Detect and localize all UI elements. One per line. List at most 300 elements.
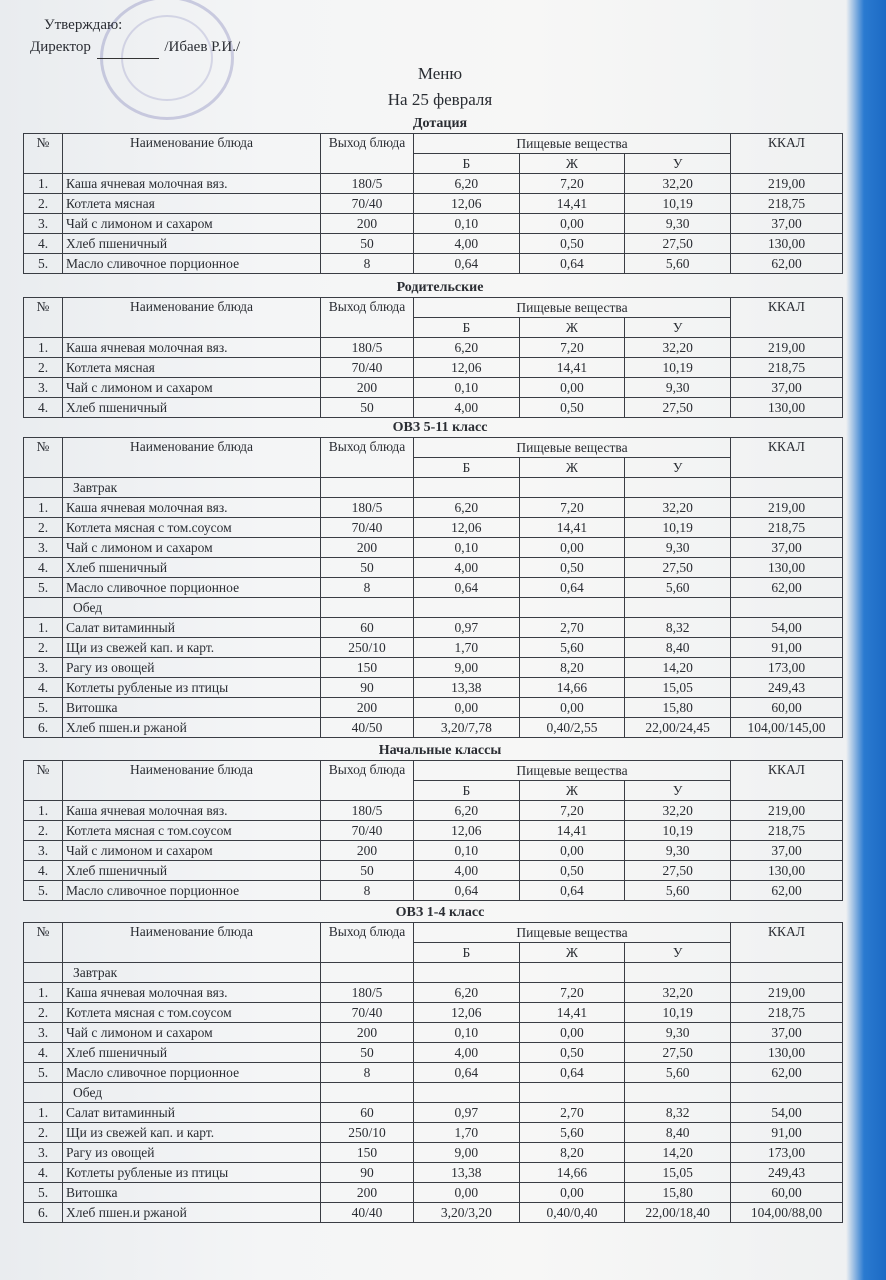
page-title: Меню [417,64,463,83]
table-cell: 130,00 [731,558,843,578]
table-cell [321,478,414,498]
table-cell: 0,00 [414,1183,520,1203]
table-cell: Масло сливочное порционное [63,881,321,901]
table-cell: 0,64 [414,1063,520,1083]
table-cell: 200 [321,1183,414,1203]
table-cell: 4. [24,678,63,698]
table-cell: 14,20 [625,658,731,678]
table-cell: 3. [24,841,63,861]
table-cell: Обед [63,1083,321,1103]
table-cell: 7,20 [519,174,625,194]
table-cell [24,598,63,618]
table-cell: 15,05 [625,678,731,698]
table-cell: 0,00 [519,1023,625,1043]
table-cell [519,478,625,498]
table-cell: Хлеб пшеничный [63,398,321,418]
table-cell: 0,50 [519,234,625,254]
table-cell: Каша ячневая молочная вяз. [63,801,321,821]
table-cell [519,963,625,983]
table-cell: 14,20 [625,1143,731,1163]
table-cell: 3. [24,658,63,678]
header-name: Наименование блюда [63,761,321,801]
table-row [24,1163,843,1183]
table-cell [731,1083,843,1103]
header-row [24,923,843,943]
table-cell: Чай с лимоном и сахаром [63,1023,321,1043]
table-cell: 0,40/0,40 [519,1203,625,1223]
table-cell: 218,75 [731,194,843,214]
table-cell: 7,20 [519,801,625,821]
table-cell: 32,20 [625,498,731,518]
table-row [24,801,843,821]
table-cell: 60,00 [731,698,843,718]
table-cell: 37,00 [731,214,843,234]
table-cell: 150 [321,1143,414,1163]
header-no: № [24,923,63,963]
table-cell: 4. [24,558,63,578]
table-cell: 4,00 [414,558,520,578]
table-cell: Щи из свежей кап. и карт. [63,1123,321,1143]
group-row [24,598,843,618]
table-cell [625,1083,731,1103]
table-cell [414,598,520,618]
table-cell: 1. [24,983,63,1003]
table-cell: 7,20 [519,983,625,1003]
table-cell: 10,19 [625,358,731,378]
table-cell: Котлеты рубленые из птицы [63,1163,321,1183]
table-cell: 12,06 [414,1003,520,1023]
table-row [24,578,843,598]
table-cell: Чай с лимоном и сахаром [63,841,321,861]
table-cell: 15,80 [625,698,731,718]
table-cell: 0,00 [519,214,625,234]
table-cell: 5. [24,698,63,718]
table-cell: 7,20 [519,338,625,358]
header-row [24,438,843,458]
header-kcal: ККАЛ [731,298,843,338]
table-cell: 0,50 [519,398,625,418]
table-cell: 219,00 [731,498,843,518]
table-cell: 32,20 [625,338,731,358]
table-cell: 5. [24,881,63,901]
approval-position: Директор [30,39,91,55]
table-row [24,1203,843,1223]
table-cell: 8,32 [625,618,731,638]
header-u: У [625,458,731,478]
table-cell: 37,00 [731,1023,843,1043]
table-cell: 218,75 [731,821,843,841]
table-cell: 2. [24,1123,63,1143]
header-kcal: ККАЛ [731,438,843,478]
table-cell: 2. [24,821,63,841]
table-cell: 249,43 [731,1163,843,1183]
table-cell: 8 [321,881,414,901]
table-cell: 250/10 [321,638,414,658]
table-cell: 5. [24,254,63,274]
table-row [24,638,843,658]
table-cell: 60 [321,1103,414,1123]
header-kcal: ККАЛ [731,923,843,963]
header-name: Наименование блюда [63,134,321,174]
table-cell [321,598,414,618]
table-cell: Завтрак [63,963,321,983]
table-cell: 1,70 [414,638,520,658]
table-cell: 12,06 [414,358,520,378]
table-cell: 219,00 [731,801,843,821]
table-cell: Щи из свежей кап. и карт. [63,638,321,658]
table-cell: 0,40/2,55 [519,718,625,738]
table-row [24,194,843,214]
header-name: Наименование блюда [63,298,321,338]
header-row [24,761,843,781]
table-row [24,1123,843,1143]
menu-table [23,437,843,738]
page-date: На 25 февраля [387,90,493,109]
table-cell: 60 [321,618,414,638]
table-cell: 22,00/18,40 [625,1203,731,1223]
table-cell: Обед [63,598,321,618]
table-cell: 3. [24,1143,63,1163]
header-j: Ж [519,154,625,174]
table-cell: 249,43 [731,678,843,698]
table-cell: 6,20 [414,338,520,358]
table-cell [625,478,731,498]
table-cell: 3. [24,538,63,558]
table-cell: 219,00 [731,174,843,194]
table-cell: 0,10 [414,214,520,234]
header-no: № [24,298,63,338]
table-cell: 200 [321,214,414,234]
table-cell: Котлета мясная с том.соусом [63,821,321,841]
table-cell: 12,06 [414,194,520,214]
table-cell: 1. [24,338,63,358]
table-cell: 70/40 [321,518,414,538]
table-cell: 90 [321,678,414,698]
table-cell: 0,97 [414,618,520,638]
table-cell: Каша ячневая молочная вяз. [63,983,321,1003]
table-cell: 6,20 [414,498,520,518]
header-row [24,134,843,154]
header-b: Б [414,318,520,338]
table-cell: 32,20 [625,983,731,1003]
menu-table [23,760,843,901]
table-cell: 0,64 [519,1063,625,1083]
table-cell: 2. [24,518,63,538]
table-cell: 4. [24,234,63,254]
table-row [24,1003,843,1023]
table-cell: 27,50 [625,861,731,881]
table-cell: 6,20 [414,983,520,1003]
header-nutrients: Пищевые вещества [414,134,731,154]
table-row [24,538,843,558]
table-cell: 13,38 [414,1163,520,1183]
table-cell: 104,00/88,00 [731,1203,843,1223]
table-cell: 9,30 [625,378,731,398]
table-cell: Завтрак [63,478,321,498]
table-cell: 22,00/24,45 [625,718,731,738]
section-title: ОВЗ 5-11 класс [392,420,488,435]
table-cell: 1. [24,618,63,638]
header-row [24,298,843,318]
table-row [24,398,843,418]
table-cell: 62,00 [731,1063,843,1083]
table-cell: 200 [321,538,414,558]
header-b: Б [414,458,520,478]
table-row [24,234,843,254]
table-cell: 2,70 [519,618,625,638]
table-cell: 4. [24,1163,63,1183]
table-cell [414,1083,520,1103]
table-cell: Чай с лимоном и сахаром [63,538,321,558]
table-cell: 0,00 [414,698,520,718]
table-cell: 0,64 [519,254,625,274]
table-cell: 218,75 [731,1003,843,1023]
table-row [24,881,843,901]
table-cell: Каша ячневая молочная вяз. [63,338,321,358]
table-cell: 150 [321,658,414,678]
header-nutrients: Пищевые вещества [414,438,731,458]
table-row [24,821,843,841]
table-cell: 8,32 [625,1103,731,1123]
table-cell: 3. [24,1023,63,1043]
table-row [24,718,843,738]
table-cell: 5,60 [625,1063,731,1083]
table-cell: 2. [24,1003,63,1023]
table-cell: 130,00 [731,398,843,418]
table-cell: Хлеб пшен.и ржаной [63,718,321,738]
table-cell: 9,00 [414,658,520,678]
table-row [24,1063,843,1083]
table-cell: 3. [24,214,63,234]
table-cell: 7,20 [519,498,625,518]
table-cell: 250/10 [321,1123,414,1143]
section-title: ОВЗ 1-4 класс [395,905,485,920]
table-cell: 4,00 [414,398,520,418]
section-title: Родительские [396,280,484,295]
table-cell: 1. [24,801,63,821]
table-cell: 37,00 [731,841,843,861]
table-cell: 0,00 [519,698,625,718]
table-cell [24,963,63,983]
table-cell: 12,06 [414,821,520,841]
table-cell: 180/5 [321,338,414,358]
table-cell: 14,41 [519,194,625,214]
table-row [24,254,843,274]
header-no: № [24,134,63,174]
table-cell: Каша ячневая молочная вяз. [63,174,321,194]
menu-table [23,133,843,274]
table-row [24,983,843,1003]
table-cell: 37,00 [731,538,843,558]
header-b: Б [414,943,520,963]
header-output: Выход блюда [321,923,414,963]
table-cell: 14,41 [519,358,625,378]
table-cell [519,1083,625,1103]
table-cell: 5. [24,578,63,598]
header-output: Выход блюда [321,438,414,478]
table-cell: 37,00 [731,378,843,398]
table-cell: 8,20 [519,658,625,678]
menu-document [10,8,845,1280]
header-b: Б [414,154,520,174]
table-cell: 91,00 [731,638,843,658]
group-row [24,1083,843,1103]
table-cell: 14,66 [519,678,625,698]
table-cell: Хлеб пшен.и ржаной [63,1203,321,1223]
table-cell: 9,30 [625,538,731,558]
table-cell: 4,00 [414,861,520,881]
table-cell: 62,00 [731,578,843,598]
header-b: Б [414,781,520,801]
table-cell: 4,00 [414,1043,520,1063]
table-cell: 10,19 [625,1003,731,1023]
menu-table [23,297,843,418]
table-row [24,618,843,638]
header-output: Выход блюда [321,298,414,338]
table-row [24,498,843,518]
table-cell: 200 [321,378,414,398]
table-cell: 0,00 [519,538,625,558]
table-cell: 0,64 [519,881,625,901]
table-cell: 173,00 [731,1143,843,1163]
table-cell: 180/5 [321,801,414,821]
table-cell: Салат витаминный [63,1103,321,1123]
table-cell [414,478,520,498]
table-cell: 60,00 [731,1183,843,1203]
table-cell: 219,00 [731,983,843,1003]
table-cell: 62,00 [731,254,843,274]
table-cell: 173,00 [731,658,843,678]
table-cell [321,1083,414,1103]
table-cell: Рагу из овощей [63,658,321,678]
header-name: Наименование блюда [63,923,321,963]
table-cell: Хлеб пшеничный [63,1043,321,1063]
table-cell: 0,50 [519,861,625,881]
table-cell: Котлета мясная с том.соусом [63,1003,321,1023]
header-output: Выход блюда [321,134,414,174]
table-cell: 0,10 [414,538,520,558]
table-row [24,1183,843,1203]
table-cell: 0,64 [414,254,520,274]
table-cell: Масло сливочное порционное [63,254,321,274]
table-cell [321,963,414,983]
table-cell [519,598,625,618]
table-cell: 200 [321,1023,414,1043]
table-cell: 180/5 [321,498,414,518]
header-j: Ж [519,458,625,478]
header-no: № [24,761,63,801]
table-cell: 5. [24,1063,63,1083]
table-cell: 9,30 [625,214,731,234]
table-cell: 130,00 [731,234,843,254]
table-cell: 27,50 [625,234,731,254]
table-cell: Чай с лимоном и сахаром [63,214,321,234]
table-cell: Хлеб пшеничный [63,861,321,881]
table-cell [625,598,731,618]
table-cell: 70/40 [321,358,414,378]
table-cell: Рагу из овощей [63,1143,321,1163]
table-cell: Котлета мясная с том.соусом [63,518,321,538]
table-row [24,698,843,718]
table-row [24,1043,843,1063]
table-cell: 1,70 [414,1123,520,1143]
table-cell [24,1083,63,1103]
table-cell: Каша ячневая молочная вяз. [63,498,321,518]
table-cell: 32,20 [625,174,731,194]
table-cell: 0,10 [414,1023,520,1043]
table-cell: 14,41 [519,821,625,841]
table-cell: 6. [24,1203,63,1223]
table-cell: 0,00 [519,841,625,861]
table-cell: 0,64 [414,578,520,598]
table-row [24,1103,843,1123]
table-cell: 219,00 [731,338,843,358]
header-u: У [625,943,731,963]
table-cell: 15,80 [625,1183,731,1203]
table-cell: 8,40 [625,1123,731,1143]
table-cell: 14,66 [519,1163,625,1183]
table-cell: 2,70 [519,1103,625,1123]
table-cell: 27,50 [625,398,731,418]
header-kcal: ККАЛ [731,761,843,801]
table-cell: 2. [24,638,63,658]
table-row [24,518,843,538]
table-cell: 90 [321,1163,414,1183]
table-cell: 12,06 [414,518,520,538]
table-cell: 9,30 [625,1023,731,1043]
header-j: Ж [519,318,625,338]
table-cell: 4. [24,861,63,881]
table-cell: 218,75 [731,518,843,538]
table-cell: 8,40 [625,638,731,658]
table-row [24,174,843,194]
table-cell [731,598,843,618]
header-j: Ж [519,781,625,801]
table-cell: Котлеты рубленые из птицы [63,678,321,698]
table-cell [24,478,63,498]
table-cell: 40/40 [321,1203,414,1223]
table-cell: 70/40 [321,821,414,841]
table-cell [414,963,520,983]
table-row [24,841,843,861]
table-cell: 104,00/145,00 [731,718,843,738]
table-cell: 1. [24,498,63,518]
table-cell: 9,30 [625,841,731,861]
table-cell: 15,05 [625,1163,731,1183]
background-edge [846,0,886,1280]
table-cell: 9,00 [414,1143,520,1163]
table-cell: 0,10 [414,378,520,398]
header-output: Выход блюда [321,761,414,801]
signature-line [97,36,159,59]
table-cell: 27,50 [625,1043,731,1063]
table-cell: 54,00 [731,618,843,638]
table-cell: Витошка [63,698,321,718]
table-cell: 1. [24,1103,63,1123]
table-row [24,1143,843,1163]
table-cell: 0,00 [519,378,625,398]
menu-table [23,922,843,1223]
table-cell: Котлета мясная [63,194,321,214]
table-cell: Салат витаминный [63,618,321,638]
table-cell: 0,97 [414,1103,520,1123]
header-u: У [625,154,731,174]
table-cell: 50 [321,861,414,881]
table-cell: 50 [321,234,414,254]
table-cell: 4. [24,1043,63,1063]
table-cell: 180/5 [321,174,414,194]
table-cell: 8 [321,578,414,598]
